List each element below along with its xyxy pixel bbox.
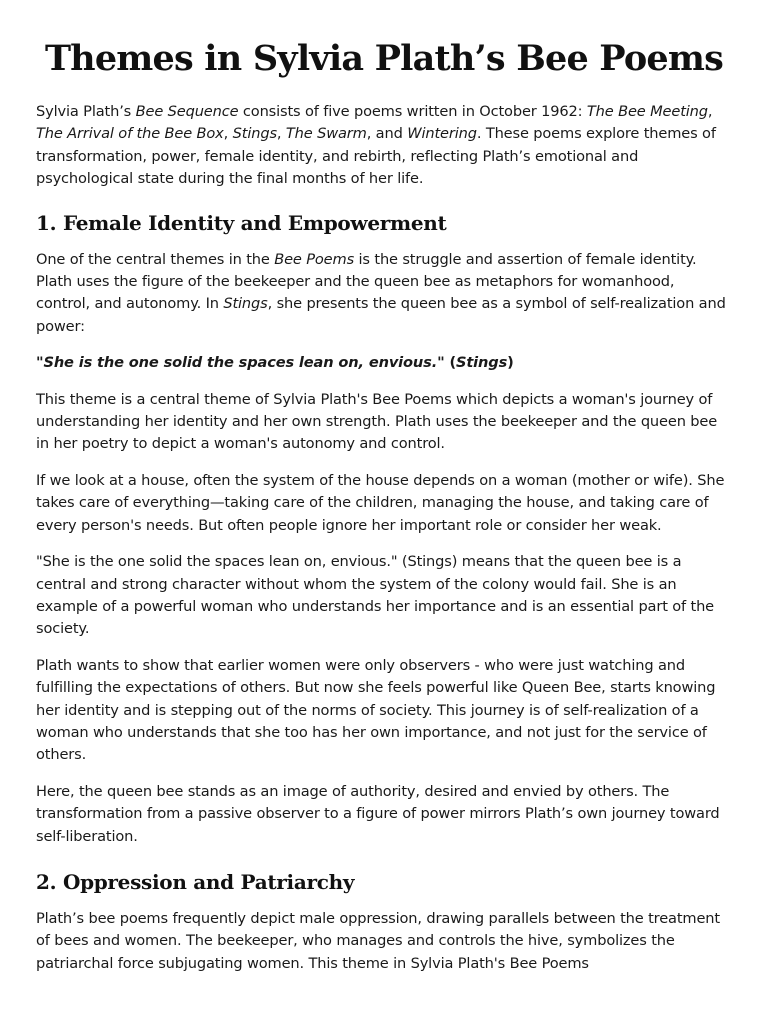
italic-text: Bee Sequence: [135, 103, 239, 120]
italic-text: Stings: [223, 295, 268, 313]
section1-paragraph-3: If we look at a house, often the system of the house depends on a woman (mother or wife). She takes care of everything—taking care of the children, managing the house, and taking care of every person's needs. But often people ignore her important role or consider her weak.: [36, 471, 725, 534]
section-heading-oppression: 2. Oppression and Patriarchy: [36, 869, 355, 894]
section-heading-female-identity: 1. Female Identity and Empowerment: [36, 210, 447, 235]
section1-paragraph-4: "She is the one solid the spaces lean on, envious." (Stings) means that the queen bee is a central and strong character without whom the system of the colony would fail. She is an example of a powerful woman who understands her importance and is an essential part of the society.: [36, 553, 715, 638]
italic-text: The Bee Meeting: [586, 103, 708, 120]
section1-paragraph-5: Plath wants to show that earlier women were only observers - who were just watching and fulfilling the expectations of others. But now she feels powerful like Queen Bee, starts knowing her identity and is stepping out of the norms of society. This journey is of self-realization of a woman who understands that she too has her own importance, and not just for the service of others.: [36, 656, 716, 764]
italic-text: The Swarm: [285, 125, 367, 143]
section1-paragraph-1: One of the central themes in the Bee Poems is the struggle and assertion of female identity. Plath uses the figure of the beekeeper and the queen bee as metaphors for womanhood, control, and autonomy. In Stings, she presents the queen bee as a symbol of self-realization and power:: [36, 250, 726, 335]
italic-text: The Arrival of the Bee Box: [36, 125, 224, 143]
stings-quote: "She is the one solid the spaces lean on, envious." (Stings): [36, 354, 514, 372]
intro-paragraph: Sylvia Plath’s Bee Sequence consists of five poems written in October 1962: The Bee Meeting, The Arrival of the Bee Box, Stings, The Swarm, and Wintering. These poems explore themes of transformation, power, female identity, and rebirth, reflecting Plath’s emotional and psychological state during the final months of her life.: [36, 103, 716, 188]
italic-text: Bee Poems: [274, 250, 355, 268]
italic-text: "She is the one solid the spaces lean on, envious.": [36, 354, 445, 372]
italic-text: Wintering: [407, 125, 477, 143]
italic-text: Stings: [232, 125, 277, 143]
section2-paragraph-1: Plath’s bee poems frequently depict male oppression, drawing parallels between the treatment of bees and women. The beekeeper, who manages and controls the hive, symbolizes the patriarchal force subjugating women. This theme in Sylvia Plath's Bee Poems: [36, 909, 720, 972]
section1-paragraph-6: Here, the queen bee stands as an image of authority, desired and envied by others. The transformation from a passive observer to a figure of power mirrors Plath’s own journey toward self-liberation.: [36, 782, 720, 845]
italic-text: Stings: [456, 354, 508, 372]
section1-paragraph-2: This theme is a central theme of Sylvia Plath's Bee Poems which depicts a woman's journey of understanding her identity and her own strength. Plath uses the beekeeper and the queen bee in her poetry to depict a woman's autonomy and control.: [36, 390, 718, 453]
page-title: Themes in Sylvia Plath’s Bee Poems: [44, 38, 724, 79]
